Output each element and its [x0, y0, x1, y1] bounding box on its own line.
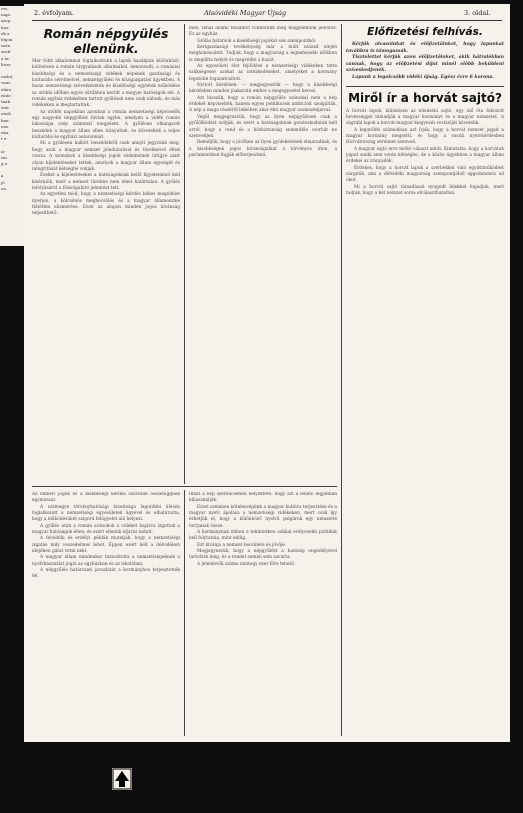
bottom-column-2 — [189, 492, 337, 736]
paragraph: Reméljük, hogy a jövőben az ilyen gyülekezések elmaradnak, és a kisebbségek jogos kívánságaikat a törvényes úton, a parlamentben fogják előterjeszteni. — [189, 140, 337, 158]
strip-line: a ta- — [1, 55, 10, 61]
strip-line: t e- — [1, 136, 8, 142]
strip-line: jó — [1, 179, 5, 185]
strip-line: iz- — [1, 148, 6, 154]
paragraph: Ezzel szemben kötelességünk a magyar kultúra terjesztése és a magyar nyelv ápolása a nemzetiségi vidékeken, mert csak így érhetjük el, hogy a különböző nyelvű polgárok egy nemzetté forrjanak össze. — [189, 504, 337, 529]
strip-line: ondol, — [1, 74, 14, 80]
bottom-article-2 — [189, 492, 337, 568]
strip-line: rin — [1, 154, 7, 160]
strip-line: onok — [1, 111, 11, 117]
strip-line: a — [1, 173, 4, 179]
article-body — [32, 59, 180, 218]
column-rule-2 — [341, 24, 342, 736]
paragraph: A magyar állam mindenkor biztosította a nemzetiségeknek a nyelvhasználat jogát az egyházban és az iskolában. — [32, 555, 180, 567]
strip-line: eka, — [1, 130, 10, 136]
paragraph: Végül megjegyezzük, hogy az ilyen népgyűlések csak a gyűlölködést szítják, és ezért a hatóságoknak gondoskodniuk kell arról, hogy a rend és a közbiztonság semmiféle csorbát ne szenvedjen. — [189, 114, 337, 139]
strip-line: ek a — [1, 30, 10, 36]
section-rule — [346, 86, 504, 87]
subscription-title: Előfizetési felhívás. — [367, 26, 483, 38]
paragraph: Mi a horvát sajtó támadásait nyugodt lélekkel fogadjuk, mert tudjuk, hogy a két nemzet sorsa elválaszthatatlan. — [346, 184, 504, 197]
newspaper-page — [24, 4, 510, 742]
strip-line: szén — [1, 43, 11, 49]
paragraph: Az emberi jogok és a kisebbségi kérdés szorosan összefüggnek egymással. — [32, 492, 180, 504]
paragraph: mén, tehát állami feladatot tölthetünk meg megjelenünk jelentős. Ez az egyház. — [189, 26, 337, 38]
bottom-article-1 — [32, 492, 180, 581]
strip-line: ömt — [1, 105, 9, 111]
paragraph: A vármegye törvényhatósági bizottsága legutóbbi ülésén foglalkozott a nemzetiségi egyesületek ügyével és elhatározta, hogy a működésüket szigorú felügyelet alá helyezi. — [32, 504, 180, 523]
strip-line: enz. — [1, 123, 10, 129]
header-paper-name: Alsóvidéki Magyar Újság — [204, 9, 287, 17]
paragraph: A legutóbbi számokban azt írják, hogy a horvát nemzet jogait a magyar kormány megsérti, és hogy a vasúti nyelvkérdésben Horvátország sérelmet szenved. — [346, 127, 504, 146]
scroll-up-button[interactable] — [112, 768, 132, 790]
header-volume: 2. évfolyam. — [34, 9, 74, 17]
paragraph: Tisztelettel kérjük azon előfizetőinket, akik hátralékban vannak, hogy az előfizetési díjat minél előbb beküldeni szíveskedjenek. — [346, 55, 504, 74]
croatian-press-body — [346, 109, 504, 198]
adjacent-page-strip — [0, 6, 25, 246]
paragraph: Lapunk a legolcsóbb vidéki újság. Egész évre 6 korona. — [352, 74, 495, 80]
strip-line: főgon — [1, 37, 13, 43]
paragraph: Azt hisszük, hogy a román népgyűlés szónokai nem a nép érdekét képviselték, hanem egyes politikusok ambícióit szolgálták. A nép a maga részéről békében akar élni magyar szomszédjaival. — [189, 95, 337, 114]
paragraph: Kérjük olvasóinkat és előfizetőinket, hogy lapunkat továbbra is támogassák. — [346, 42, 504, 54]
paragraph: Nyitott kérdések: — megjegyezzük — hogy a kisebbségi kérdésben minden jóakaratú ember a megegyezést keresi. — [189, 83, 337, 95]
paragraph: Az egyetlen mód, hogy a nemzetiségi kérdés békés megoldást nyerjen, a kölcsönös megbecsülés és a magyar állameszme feltétlen elismerése. Ezen az alapon minden jogos kívánság teljesíthető. — [32, 192, 180, 217]
paragraph: Szólás határsok a kisebbségi jogokat sok szempontból. — [197, 38, 317, 44]
strip-line: g a — [1, 161, 8, 167]
paragraph: A gyűlés után a román szónokok a vidéket bejárva izgattak a magyar hatóságok ellen, és ezért ellenük eljárás indult. — [32, 523, 180, 536]
strip-line: rinte — [1, 92, 11, 98]
column-3 — [346, 26, 504, 736]
strip-line: vanv — [1, 80, 11, 86]
paragraph: A népgyűlés határozati javaslatát a kormányhoz terjesztették fel. — [32, 568, 180, 580]
strip-line: szók- — [1, 49, 12, 55]
paragraph: Megjegyezzük, hogy a népgyűlést a hatóság engedélyével tartották meg, és a rendet semmi sem zavarta. — [189, 549, 337, 561]
strip-line: ers, — [1, 6, 9, 11]
paragraph: Mi a gyülésen hallott beszédekről csak annyit jegyzünk meg, hogy azok a magyar nemzet jóindulatával és türelmével éltek vissza. A szónokok a kisebbségi jogok védelmének ürügye alatt olyan kijelentéseket tettek, amelyek a magyar állam egységét és integritását kétségbe vonják. — [32, 141, 180, 172]
strip-line: haz- — [1, 24, 10, 30]
strip-line: szop. — [1, 18, 12, 24]
strip-line: ban. — [1, 117, 10, 123]
strip-line: elmu — [1, 86, 12, 92]
header-page-number: 3. oldal. — [464, 9, 491, 17]
paragraph: tehát a nép szerencsétlen helyzetére, hogy azt a lehető legjobban kihasználják. — [189, 492, 337, 504]
croatian-press-title: Miről ír a horvát sajtó? — [348, 90, 502, 105]
paragraph: Ezeket a kijelentéseket a hatóságoknak kellő figyelemmel kell kísérniök, mert a nemzet türelme nem lehet határtalan. A gyűlés lefolyásáról a főszolgabíró jelentést tett. — [32, 173, 180, 191]
subscription-notice — [346, 42, 504, 82]
paragraph: Az utóbbi napokban azonban a román nemzetiségi képviselők egy nagyobb népgyűlést hívtak egybe, amelyen a vidék román lakossága szép számmal megjelent. A gyűlésen elhangzott beszédek a magyar állam ellen irányultak, és követelték a teljes kulturális és egyházi autonómiát. — [32, 109, 180, 141]
paragraph: A kormánynak ebben a tekintetben sokkal erélyesebb politikát kell folytatnia, mint eddig. — [189, 530, 337, 542]
paragraph: Ezt kívánja a nemzet becsülete és jövője. — [197, 542, 287, 548]
section-rule-bottom — [32, 486, 337, 487]
strip-line: napi — [1, 12, 10, 18]
paragraph: A horvát lapok, különösen az ellenzéki sajtó, egy idő óta fokozott hevességgel támadják a magyar kormányt és a magyar nemzetet. A zágrábi lapok a horvát-magyar kiegyezés revízióját követelik. — [346, 108, 504, 127]
article-title: Román népgyülés ellenünk. — [43, 26, 169, 56]
column-2 — [189, 26, 337, 479]
paragraph: Már több alkalommal foglalkoztunk a lapok hasábjain különböző, különösen a román tárgyalások alkalmából, lemorzsolt, a romániai kisebbségi és a nemzetiségi vidékek népének gazdasági és kulturális sérelmeivel, nemzetgyűlési és közigazgatási ügyekben. A hazai nemzetiségi szövetkezetek és kisebbségi egyletek működése az utóbbi időben egyre sűrűbben került a megyei hatóságok elé. A román egyház érdekében tartott gyűlések nem csak nálunk, de más vidékeken is megtartattak. — [32, 59, 180, 109]
article-continuation — [189, 26, 337, 159]
strip-line: ltoze — [1, 61, 11, 67]
paragraph: Kertgazdasági tevékenység már a múlt század elején meghonosodott. Tudjuk, hogy a magyarság a legnehezebb időkben is megállta helyét és megvédte a hazát. — [189, 45, 337, 63]
column-1 — [32, 26, 180, 479]
paragraph: Érdekes, hogy a horvát lapok a szerbekkel való együttműködést sürgetik, ami a délvidéki magyarság szempontjából aggodalomra ad okot. — [346, 165, 504, 184]
column-rule-3 — [184, 490, 185, 736]
header-rule — [32, 20, 502, 21]
arrow-up-icon — [112, 768, 132, 790]
paragraph: A magyar sajtó erre méltó választ adott. Kimutatta, hogy a horvátok jogait senki sem vonta kétségbe, de a közös ügyekben a magyar állam érdekei az irányadók. — [346, 146, 504, 165]
paragraph: Az egyesületi élet fejlődése a nemzetiségi vidékeken tette szükségessé azokat az intézkedéseket, amelyeket a kormány legutóbb foganatosított. — [189, 64, 337, 82]
strip-line: on — [1, 185, 6, 191]
bottom-column-1 — [32, 492, 180, 736]
strip-line: tnak — [1, 99, 10, 105]
column-rule-1 — [184, 24, 185, 484]
paragraph: A felvidéki és erdélyi példák mutatják, hogy a nemzetiségi izgatás mily veszedelmes lehet. Éppen ezért kell a délvidéken idejében gátat vetni neki. — [32, 536, 180, 555]
paragraph: A jelenlevők száma mintegy ezer főre tehető. — [197, 561, 296, 567]
scan-bottom-border — [0, 742, 523, 813]
